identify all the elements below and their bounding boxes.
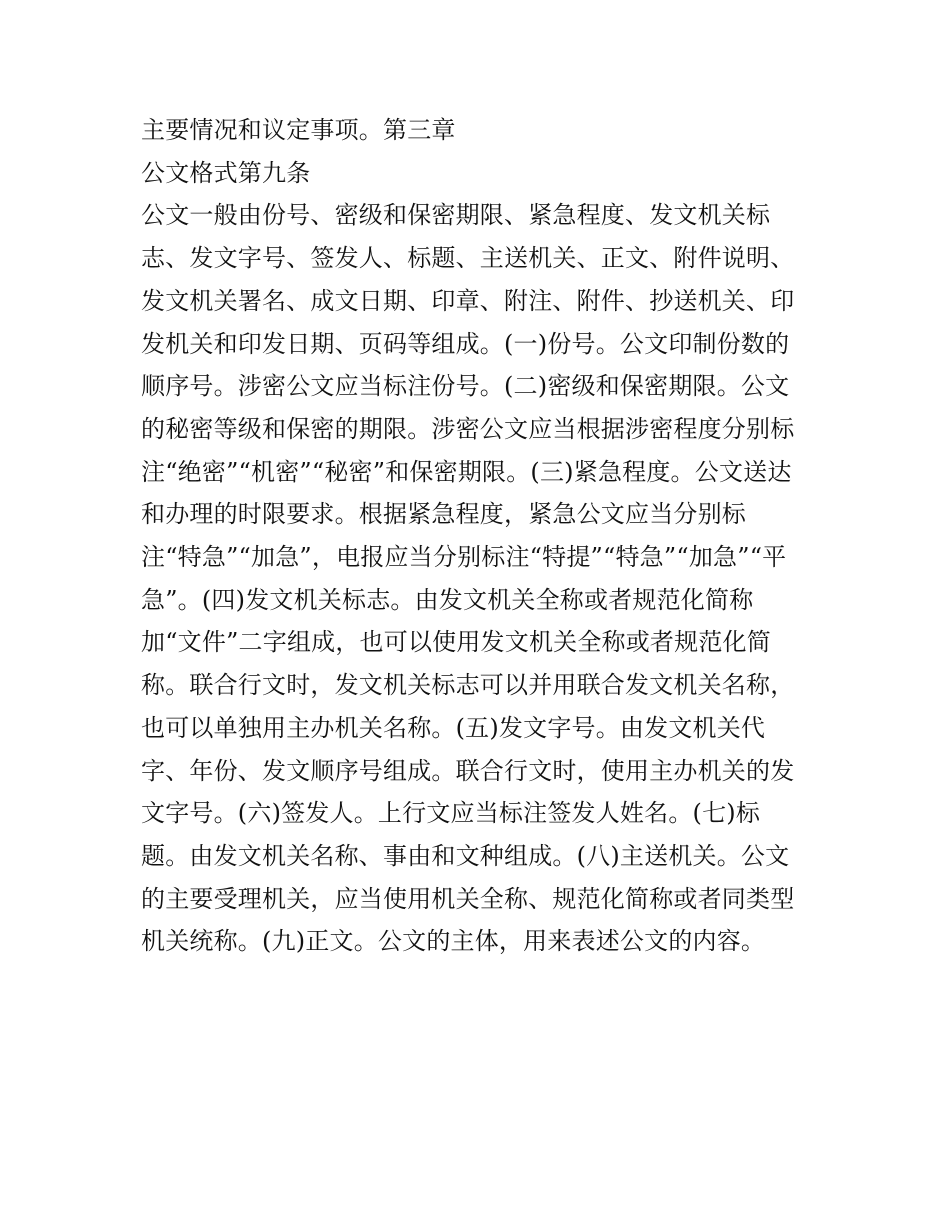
text-line: 志、发文字号、签发人、标题、主送机关、正文、附件说明、 [141,244,795,273]
text-line: 的秘密等级和保密的期限。涉密公文应当根据涉密程度分别标 [141,414,795,443]
text-line: 公文一般由份号、密级和保密期限、紧急程度、发文机关标 [141,201,771,230]
text-line: 题。由发文机关名称、事由和文种组成。(八)主送机关。公文 [141,841,790,870]
text-line: 文字号。(六)签发人。上行文应当标注签发人姓名。(七)标 [141,799,761,828]
text-line: 发机关和印发日期、页码等组成。(一)份号。公文印制份数的 [141,329,790,358]
text-line: 和办理的时限要求。根据紧急程度，紧急公文应当分别标 [141,500,746,529]
text-line: 称。联合行文时，发文机关标志可以并用联合发文机关名称， [141,671,795,700]
text-line: 主要情况和议定事项。第三章 [141,116,456,144]
text-line: 字、年份、发文顺序号组成。联合行文时，使用主办机关的发 [141,756,795,785]
text-line: 的主要受理机关，应当使用机关全称、规范化简称或者同类型 [141,884,795,913]
text-line: 公文格式第九条 [141,158,311,187]
text-line: 急”。(四)发文机关标志。由发文机关全称或者规范化简称 [141,585,754,614]
text-line: 顺序号。涉密公文应当标注份号。(二)密级和保密期限。公文 [141,372,790,401]
text-line: 注“特急”“加急”，电报应当分别标注“特提”“特急”“加急”“平 [141,543,787,572]
document-body [141,109,821,963]
text-line: 发文机关署名、成文日期、印章、附注、附件、抄送机关、印 [141,286,795,315]
text-line: 注“绝密”“机密”“秘密”和保密期限。(三)紧急程度。公文送达 [141,457,792,486]
text-line: 加“文件”二字组成，也可以使用发文机关全称或者规范化简 [141,628,771,657]
text-line: 机关统称。(九)正文。公文的主体，用来表述公文的内容。 [141,927,766,956]
text-line: 也可以单独用主办机关名称。(五)发文字号。由发文机关代 [141,713,766,742]
